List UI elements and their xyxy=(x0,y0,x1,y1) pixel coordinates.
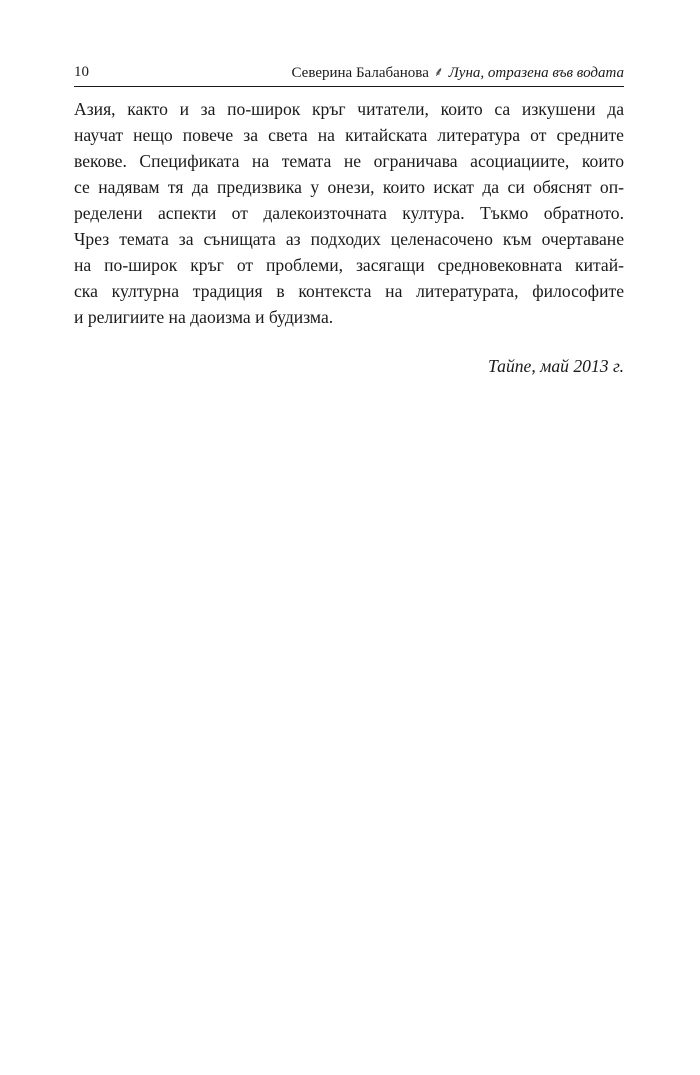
body-paragraph xyxy=(74,96,624,330)
header-rule xyxy=(74,86,624,87)
text-line: научат нещо повече за света на китайската литература от средните xyxy=(74,125,624,145)
running-head xyxy=(74,62,624,82)
text-line: векове. Спецификата на темата не ограничава асоциациите, които xyxy=(74,151,624,171)
text-line: ределени аспекти от далекоизточната култура. Тъкмо обратното. xyxy=(74,203,624,223)
text-line: Азия, както и за по-широк кръг читатели, които са изкушени да xyxy=(74,99,624,119)
text-line: се надявам тя да предизвика у онези, които искат да си обяснят оп- xyxy=(74,177,624,197)
place-date-signature: Тайпе, май 2013 г. xyxy=(488,356,624,376)
fleuron-icon: ⸙ xyxy=(433,64,444,79)
header-right xyxy=(291,62,624,83)
header-book-title: Луна, отразена във водата xyxy=(448,65,624,81)
header-author: Северина Балабанова xyxy=(291,65,429,81)
text-line: Чрез темата за сънищата аз подходих целенасочено към очертаване xyxy=(74,229,624,249)
text-line: ска културна традиция в контекста на литературата, философите xyxy=(74,281,624,301)
text-line: и религиите на даоизма и будизма. xyxy=(74,307,334,327)
page-number: 10 xyxy=(74,64,89,80)
text-line: на по-широк кръг от проблеми, засягащи средновековната китай- xyxy=(74,255,624,275)
